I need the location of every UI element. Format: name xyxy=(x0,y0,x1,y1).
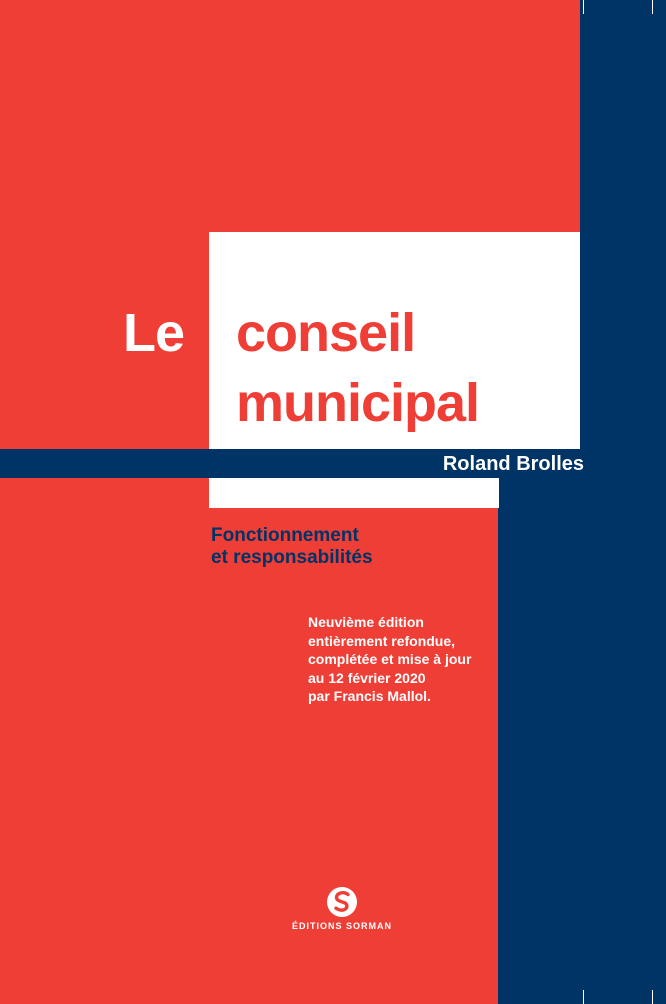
publisher-block xyxy=(281,887,403,931)
subtitle xyxy=(211,525,373,569)
crop-mark xyxy=(652,990,653,1004)
edition-line: par Francis Mallol. xyxy=(308,688,431,704)
navy-lower-panel xyxy=(498,476,666,1004)
crop-mark xyxy=(583,990,584,1004)
sorman-s-logo-icon xyxy=(327,887,357,917)
edition-line: complétée et mise à jour xyxy=(308,651,472,667)
title-conseil: conseil xyxy=(236,303,416,363)
white-strip xyxy=(209,478,499,508)
title-municipal: municipal xyxy=(236,373,480,433)
crop-mark xyxy=(583,0,584,14)
subtitle-line: Fonctionnement xyxy=(211,525,359,546)
publisher-name: ÉDITIONS SORMAN xyxy=(291,921,392,931)
subtitle-line: et responsabilités xyxy=(211,547,373,568)
edition-note xyxy=(308,613,471,706)
edition-line: entièrement refondue, xyxy=(308,632,456,649)
author-name: Roland Brolles xyxy=(442,453,584,475)
edition-line: au 12 février 2020 xyxy=(308,669,426,686)
title-le: Le xyxy=(123,303,185,363)
crop-mark xyxy=(652,0,653,14)
edition-line: Neuvième édition xyxy=(308,614,424,630)
